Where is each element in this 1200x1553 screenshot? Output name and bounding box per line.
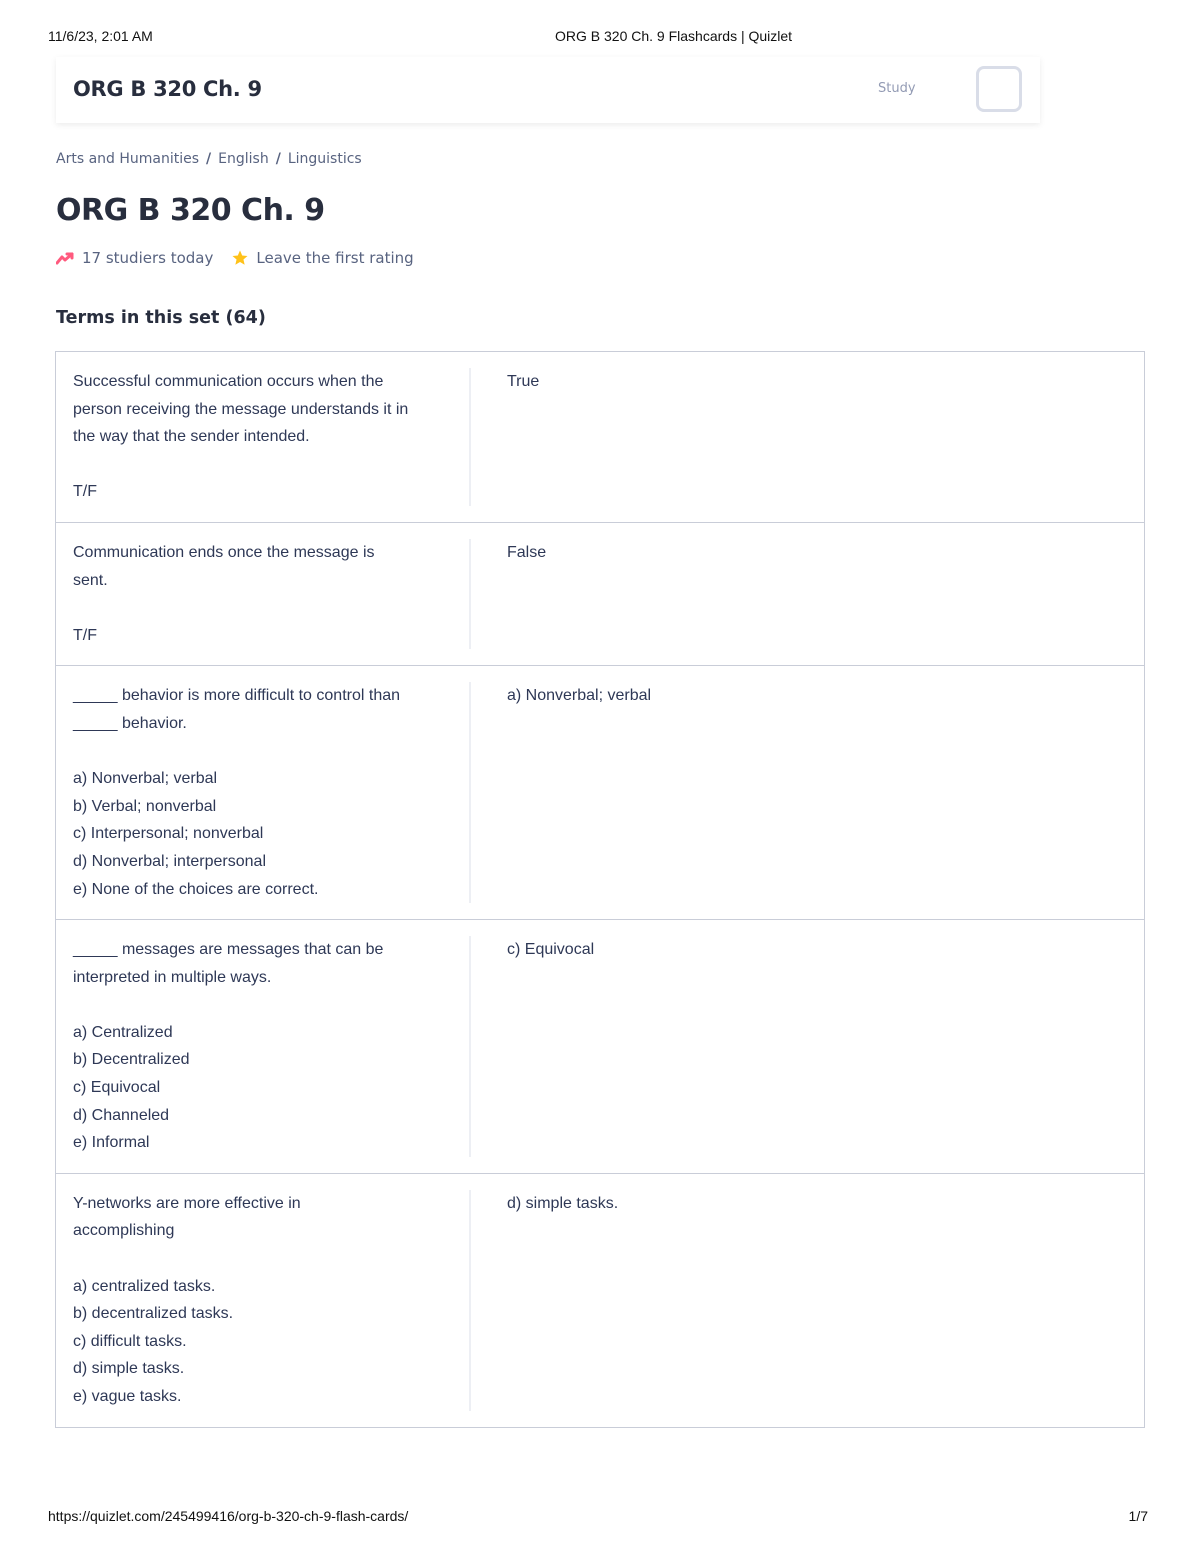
terms-list: [55, 351, 1145, 1428]
card-term: Successful communication occurs when the person receiving the message understands it in the way that the sender intended. T/F: [73, 368, 471, 506]
study-button[interactable]: Study: [878, 81, 916, 96]
breadcrumb-item-english[interactable]: English: [218, 151, 269, 167]
term-card: [56, 352, 1144, 522]
card-definition: False: [507, 543, 547, 561]
print-header: [48, 28, 1152, 48]
study-mode-box-icon[interactable]: [976, 66, 1022, 112]
trending-icon: [56, 251, 74, 265]
print-footer: [48, 1508, 1148, 1528]
print-document-title: ORG B 320 Ch. 9 Flashcards | Quizlet: [555, 28, 793, 44]
set-stats: [56, 249, 414, 267]
print-page-number: 1/7: [1128, 1508, 1148, 1524]
card-definition: a) Nonverbal; verbal: [507, 687, 652, 705]
card-term: Y-networks are more effective in accomplishing a) centralized tasks. b) decentralized tasks. c) difficult tasks. d) simple tasks. e) vague tasks.: [73, 1190, 471, 1411]
breadcrumb-separator-icon: /: [206, 151, 212, 167]
breadcrumb: [56, 151, 362, 167]
leave-rating-link[interactable]: Leave the first rating: [256, 249, 414, 267]
sticky-top-bar: [56, 57, 1040, 123]
print-url: https://quizlet.com/245499416/org-b-320-ch-9-flash-cards/: [48, 1508, 409, 1524]
breadcrumb-separator-icon: /: [275, 151, 281, 167]
studiers-count: 17 studiers today: [82, 249, 214, 267]
card-term: Communication ends once the message is sent. T/F: [73, 539, 471, 649]
term-card: [56, 919, 1144, 1173]
term-card: [56, 522, 1144, 665]
star-icon[interactable]: [231, 249, 249, 267]
card-definition: d) simple tasks.: [507, 1194, 619, 1212]
page-title: ORG B 320 Ch. 9: [56, 193, 325, 228]
card-term: _____ behavior is more difficult to control than _____ behavior. a) Nonverbal; verbal b) Verbal; nonverbal c) Interpersonal; nonverbal d) Nonverbal; interpersonal e) None of the choices are correct.: [73, 682, 471, 903]
breadcrumb-item-arts-and-humanities[interactable]: Arts and Humanities: [56, 151, 200, 167]
breadcrumb-item-linguistics[interactable]: Linguistics: [287, 151, 362, 167]
terms-heading: Terms in this set (64): [56, 308, 266, 328]
top-bar-title: ORG B 320 Ch. 9: [73, 77, 262, 101]
card-term: _____ messages are messages that can be interpreted in multiple ways. a) Centralized b) Decentralized c) Equivocal d) Channeled e) Informal: [73, 936, 471, 1157]
card-definition: True: [507, 373, 540, 390]
term-card: [56, 1173, 1144, 1427]
print-datetime: 11/6/23, 2:01 AM: [48, 28, 153, 44]
term-card: [56, 665, 1144, 919]
card-definition: c) Equivocal: [507, 941, 595, 959]
